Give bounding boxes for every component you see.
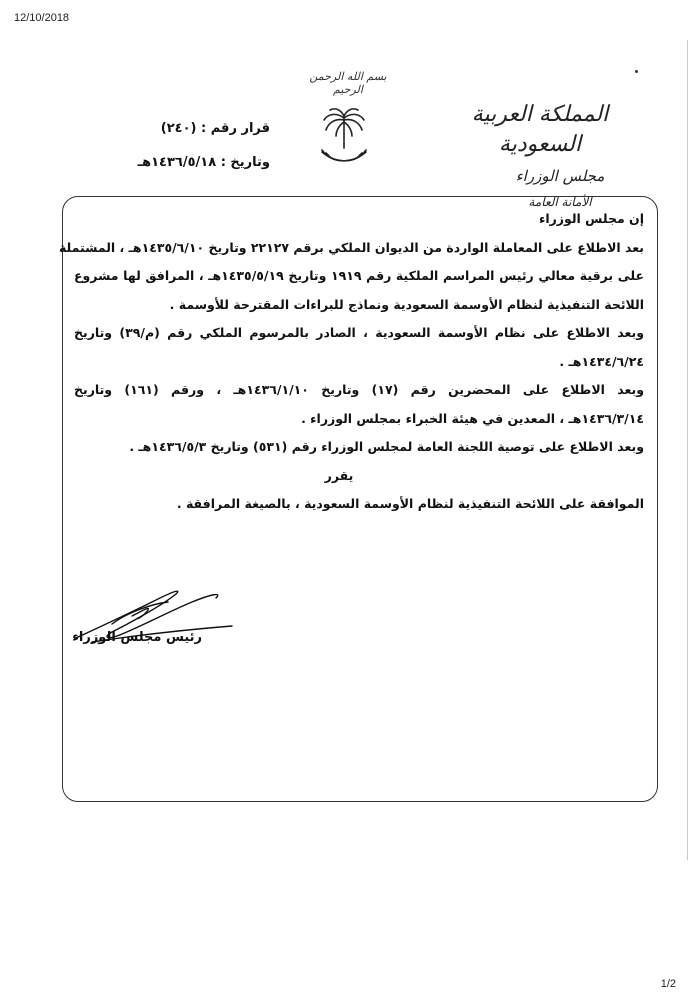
secretariat-name: الأمانة العامة — [528, 195, 592, 209]
decision-date: وتاريخ : ١٤٣٦/٥/١٨هـ — [137, 155, 270, 170]
scan-edge-line — [687, 40, 688, 860]
body-line: بعد الاطلاع على المعاملة الواردة من الديوان الملكي برقم ٢٢١٢٧ وتاريخ ١٤٣٥/٦/١٠هـ ، المشتملة — [58, 239, 644, 255]
body-line: اللائحة التنفيذية لنظام الأوسمة السعودية ونماذج للبراءات المقترحة للأوسمة . — [169, 296, 644, 312]
body-line: وبعد الاطلاع على نظام الأوسمة السعودية ، الصادر بالمرسوم الملكي رقم (م/٣٩) وتاريخ — [74, 325, 644, 340]
basmala-text: بسم الله الرحمن الرحيم — [309, 70, 387, 96]
print-date: 12/10/2018 — [14, 12, 70, 24]
body-line: على برقية معالي رئيس المراسم الملكية رقم ١٩١٩ وتاريخ ١٤٣٥/٥/١٩هـ ، المرافق لها مشروع — [74, 268, 644, 283]
decides-heading: يقرر — [324, 467, 354, 483]
decision-reference — [80, 112, 270, 180]
body-line: وبعد الاطلاع على المحضرين رقم (١٧) وتاريخ ١٤٣٦/١/١٠هـ ، ورقم (١٦١) وتاريخ — [74, 382, 644, 397]
signer-title: رئيس مجلس الوزراء — [72, 630, 202, 645]
decision-number: قرار رقم : (٢٤٠) — [160, 121, 270, 136]
decision-body — [58, 205, 644, 519]
opening-line: إن مجلس الوزراء — [538, 211, 644, 226]
council-name: مجلس الوزراء — [515, 167, 605, 185]
kingdom-name: المملكة العربية السعودية — [471, 102, 609, 157]
page-number: 1/2 — [660, 978, 676, 990]
body-line: ١٤٣٤/٦/٢٤هـ . — [559, 353, 644, 369]
resolution-line: الموافقة على اللائحة التنفيذية لنظام الأوسمة السعودية ، بالصيغة المرافقة . — [176, 496, 644, 511]
saudi-emblem-icon — [316, 104, 372, 168]
scan-speck — [635, 70, 638, 73]
body-line: ١٤٣٦/٣/١٤هـ ، المعدين في هيئة الخبراء بمجلس الوزراء . — [301, 410, 644, 426]
body-line: وبعد الاطلاع على توصية اللجنة العامة لمجلس الوزراء رقم (٥٣١) وتاريخ ١٤٣٦/٥/٣هـ . — [129, 439, 644, 454]
